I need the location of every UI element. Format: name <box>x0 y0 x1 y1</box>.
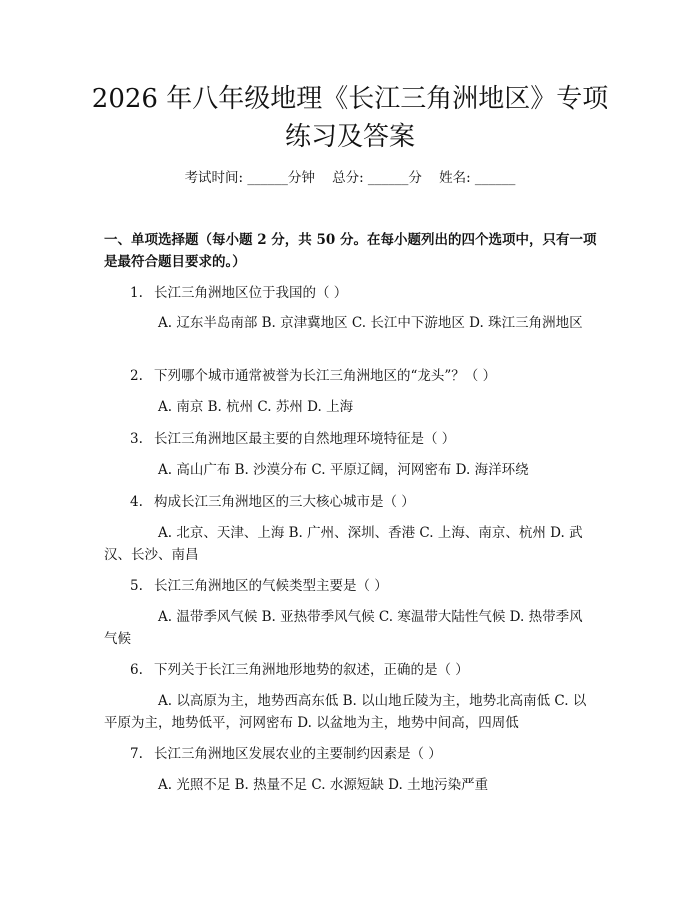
question-1-options: A. 辽东半岛南部 B. 京津冀地区 C. 长江中下游地区 D. 珠江三角洲地区 <box>158 315 583 331</box>
question-text: 长江三角洲地区发展农业的主要制约因素是（ ） <box>154 746 442 762</box>
question-text: 长江三角洲地区位于我国的（ ） <box>154 285 348 301</box>
question-number: 4. <box>130 494 143 510</box>
question-number: 5. <box>130 578 143 594</box>
question-number: 1. <box>130 285 143 301</box>
question-number: 6. <box>130 662 143 678</box>
question-7-options: A. 光照不足 B. 热量不足 C. 水源短缺 D. 土地污染严重 <box>158 777 489 793</box>
question-3-options: A. 高山广布 B. 沙漠分布 C. 平原辽阔，河网密布 D. 海洋环绕 <box>158 462 529 478</box>
question-7-stem <box>104 743 609 765</box>
question-text: 长江三角洲地区最主要的自然地理环境特征是（ ） <box>154 431 456 447</box>
question-text: 下列关于长江三角洲地形地势的叙述，正确的是（ ） <box>154 662 469 678</box>
question-5-stem <box>104 575 609 597</box>
page-title <box>60 80 640 156</box>
question-5-options: A. 温带季风气候 B. 亚热带季风气候 C. 寒温带大陆性气候 D. 热带季风气候 <box>104 609 583 647</box>
title-line-1: 2026 年八年级地理《长江三角洲地区》专项 <box>91 84 609 114</box>
question-text: 长江三角洲地区的气候类型主要是（ ） <box>154 578 388 594</box>
question-6-options: A. 以高原为主，地势西高东低 B. 以山地丘陵为主，地势北高南低 C. 以平原为主，地势低平，河网密布 D. 以盆地为主，地势中间高，四周低 <box>104 693 587 731</box>
question-text: 构成长江三角洲地区的三大核心城市是（ ） <box>154 494 415 510</box>
question-2-options: A. 南京 B. 杭州 C. 苏州 D. 上海 <box>158 399 354 415</box>
question-text: 下列哪个城市通常被誉为长江三角洲地区的“龙头”？（ ） <box>154 368 497 384</box>
exam-info-line: 考试时间: ______分钟 总分: ______分 姓名: ______ <box>184 170 516 186</box>
question-6-stem <box>104 659 609 681</box>
question-4-options: A. 北京、天津、上海 B. 广州、深圳、香港 C. 上海、南京、杭州 D. 武汉、长沙、南昌 <box>104 525 583 563</box>
question-2-stem <box>104 365 609 387</box>
title-line-2: 练习及答案 <box>284 122 415 152</box>
question-number: 3. <box>130 431 143 447</box>
question-number: 2. <box>130 368 143 384</box>
question-number: 7. <box>130 746 143 762</box>
question-4-stem <box>104 491 609 513</box>
question-3-stem <box>104 428 609 450</box>
section-heading: 一、单项选择题（每小题 2 分，共 50 分。在每小题列出的四个选项中，只有一项是最符合题目要求的。） <box>104 232 597 270</box>
question-1-stem <box>104 282 609 304</box>
